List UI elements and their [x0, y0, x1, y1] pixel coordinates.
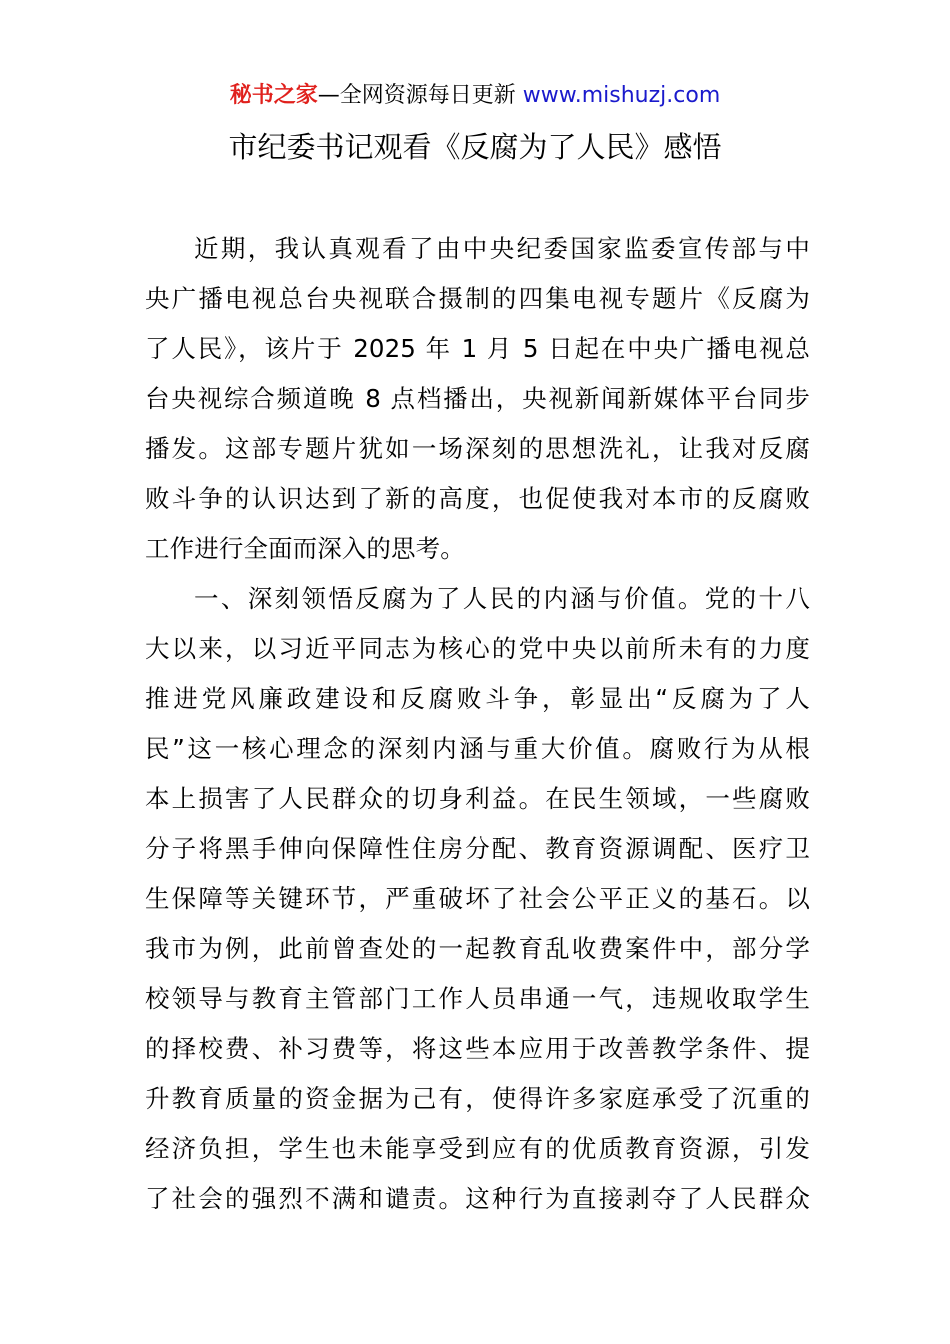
- document-title: 市纪委书记观看《反腐为了人民》感悟: [228, 130, 722, 164]
- text-line: 了社会的强烈不满和谴责。这种行为直接剥夺了人民群众: [145, 1184, 810, 1213]
- text-line: 大以来，以习近平同志为核心的党中央以前所未有的力度: [145, 634, 810, 663]
- text-line: 本上损害了人民群众的切身利益。在民生领域，一些腐败: [145, 784, 810, 813]
- header-tagline: —全网资源每日更新: [317, 83, 516, 108]
- text-line: 的择校费、补习费等，将这些本应用于改善教学条件、提: [145, 1034, 810, 1063]
- text-line: 我市为例，此前曾查处的一起教育乱收费案件中，部分学: [145, 934, 810, 963]
- text-line: 了人民》，该片于 2025 年 1 月 5 日起在中央广播电视总: [145, 334, 810, 363]
- site-header: [0, 80, 950, 112]
- document-body: [145, 224, 810, 1224]
- text-line: 分子将黑手伸向保障性住房分配、教育资源调配、医疗卫: [145, 834, 810, 863]
- text-line: 民”这一核心理念的深刻内涵与重大价值。腐败行为从根: [145, 734, 810, 763]
- text-line: 生保障等关键环节，严重破坏了社会公平正义的基石。以: [145, 884, 810, 913]
- text-line: 升教育质量的资金据为己有，使得许多家庭承受了沉重的: [145, 1084, 810, 1113]
- text-line: 校领导与教育主管部门工作人员串通一气，违规收取学生: [145, 984, 810, 1013]
- text-line: 工作进行全面而深入的思考。: [145, 534, 465, 563]
- paragraph-1: [145, 224, 810, 574]
- text-line: 败斗争的认识达到了新的高度，也促使我对本市的反腐败: [145, 484, 810, 513]
- text-line: 近期，我认真观看了由中央纪委国家监委宣传部与中: [194, 234, 810, 263]
- text-line: 推进党风廉政建设和反腐败斗争，彰显出“反腐为了人: [145, 684, 810, 713]
- paragraph-2: [145, 574, 810, 1224]
- text-line: 台央视综合频道晚 8 点档播出，央视新闻新媒体平台同步: [145, 384, 810, 413]
- brand-name: 秘书之家: [229, 83, 318, 108]
- text-line: 央广播电视总台央视联合摄制的四集电视专题片《反腐为: [145, 284, 810, 313]
- text-line: 播发。这部专题片犹如一场深刻的思想洗礼，让我对反腐: [145, 434, 810, 463]
- site-url-link[interactable]: www.mishuzj.com: [522, 83, 721, 108]
- text-line: 经济负担，学生也未能享受到应有的优质教育资源，引发: [145, 1134, 810, 1163]
- text-line: 一、深刻领悟反腐为了人民的内涵与价值。党的十八: [194, 584, 810, 613]
